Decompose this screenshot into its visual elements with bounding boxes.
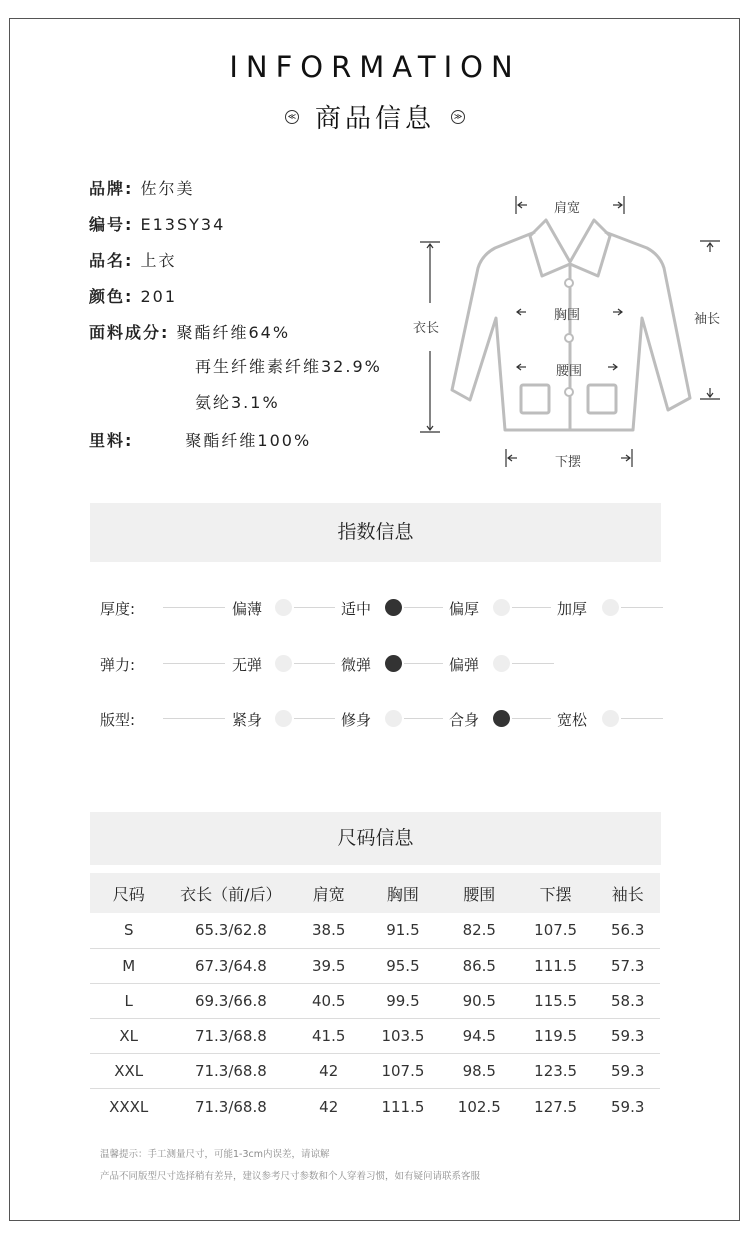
size-cell: 103.5 <box>363 1019 443 1054</box>
index-dot-selected <box>385 655 402 672</box>
size-cell: 69.3/66.8 <box>167 983 294 1018</box>
chest-label: 胸围 <box>554 308 581 323</box>
title-chinese-text: 商品信息 <box>314 104 435 134</box>
index-dot <box>493 599 510 616</box>
table-row <box>90 1089 660 1124</box>
hem-label: 下摆 <box>555 455 582 470</box>
index-connector-line <box>512 718 551 719</box>
size-table-header <box>90 873 660 913</box>
index-option-label: 偏厚 <box>449 600 480 618</box>
size-table <box>90 873 660 1124</box>
size-cell: 115.5 <box>516 983 596 1018</box>
fabric-value-1: 聚酯纤维64% <box>176 323 291 342</box>
index-dot <box>275 655 292 672</box>
index-dot-selected <box>385 599 402 616</box>
index-dot <box>602 599 619 616</box>
fabric-label: 面料成分: <box>89 323 170 342</box>
size-cell: 65.3/62.8 <box>167 913 294 948</box>
size-cell: 127.5 <box>534 1097 578 1116</box>
index-row-label: 厚度: <box>100 600 136 618</box>
size-cell: 119.5 <box>516 1019 596 1054</box>
index-option-label: 适中 <box>341 600 372 618</box>
size-cell: 71.3/68.8 <box>194 1097 267 1116</box>
name-label: 品名: <box>89 251 134 270</box>
size-header-cell: 腰围 <box>443 873 516 913</box>
note-line-2: 产品不同版型尺寸选择稍有差异，建议参考尺寸参数和个人穿着习惯，如有疑问请联系客服 <box>100 1171 481 1182</box>
index-connector-line <box>163 718 225 719</box>
index-option-label: 微弹 <box>341 656 372 674</box>
sleeve-label: 袖长 <box>694 312 721 327</box>
size-cell: 71.3/68.8 <box>167 1019 294 1054</box>
chevron-right-icon: ≫ <box>451 110 465 124</box>
index-option-label: 宽松 <box>557 711 588 729</box>
size-cell: 41.5 <box>294 1019 363 1054</box>
table-row <box>90 948 660 983</box>
size-header-cell: 肩宽 <box>294 873 363 913</box>
index-connector-line <box>294 718 335 719</box>
table-row <box>90 983 660 1018</box>
size-cell: XXL <box>90 1054 167 1089</box>
note-line-1: 温馨提示：手工测量尺寸，可能1-3cm内误差，请谅解 <box>100 1149 330 1160</box>
index-dot-selected <box>493 710 510 727</box>
size-header-cell: 尺码 <box>90 873 167 913</box>
size-cell: S <box>90 913 167 948</box>
index-dot <box>602 710 619 727</box>
name-value: 上衣 <box>140 251 177 270</box>
size-cell: 59.3 <box>611 1097 645 1116</box>
index-row-label: 版型: <box>100 711 136 729</box>
lining-value: 聚酯纤维100% <box>185 431 312 450</box>
size-cell: 40.5 <box>294 983 363 1018</box>
table-row <box>90 1054 660 1089</box>
index-connector-line <box>621 718 663 719</box>
index-connector-line <box>294 663 335 664</box>
fabric-value-3: 氨纶3.1% <box>195 393 280 412</box>
index-connector-line <box>294 607 335 608</box>
index-row-label: 弹力: <box>100 656 136 674</box>
size-cell: 86.5 <box>443 948 516 983</box>
size-header-cell: 下摆 <box>516 873 596 913</box>
table-row <box>90 913 660 948</box>
index-dot <box>493 655 510 672</box>
chevron-left-icon: ≪ <box>285 110 299 124</box>
index-connector-line <box>512 607 551 608</box>
size-cell: 111.5 <box>516 948 596 983</box>
index-connector-line <box>404 607 443 608</box>
size-cell: 71.3/68.8 <box>167 1054 294 1089</box>
index-option-label: 修身 <box>341 711 372 729</box>
lining-label: 里料: <box>89 431 134 450</box>
size-cell: 94.5 <box>443 1019 516 1054</box>
index-connector-line <box>512 663 554 664</box>
brand-label: 品牌: <box>89 179 134 198</box>
size-cell: 99.5 <box>363 983 443 1018</box>
size-cell: 111.5 <box>381 1097 425 1116</box>
size-section-title: 尺码信息 <box>90 812 661 865</box>
index-connector-line <box>621 607 663 608</box>
size-header-cell: 衣长（前/后） <box>167 873 294 913</box>
index-connector-line <box>404 718 443 719</box>
title-english: INFORMATION <box>229 50 521 84</box>
table-row <box>90 1019 660 1054</box>
index-dot <box>385 710 402 727</box>
index-option-label: 无弹 <box>232 656 263 674</box>
index-option-label: 偏薄 <box>232 600 263 618</box>
brand-value: 佐尔美 <box>140 179 195 198</box>
index-dot <box>275 599 292 616</box>
code-value: E13SY34 <box>140 215 226 234</box>
size-cell: 82.5 <box>443 913 516 948</box>
garment-diagram <box>0 0 750 500</box>
size-cell: 39.5 <box>294 948 363 983</box>
size-cell: M <box>90 948 167 983</box>
size-cell: 107.5 <box>363 1054 443 1089</box>
fabric-value-2: 再生纤维素纤维32.9% <box>195 357 382 376</box>
size-cell: 98.5 <box>443 1054 516 1089</box>
size-cell: L <box>90 983 167 1018</box>
size-cell: 91.5 <box>363 913 443 948</box>
size-cell: 59.3 <box>595 1019 660 1054</box>
size-cell: 107.5 <box>516 913 596 948</box>
length-label: 衣长 <box>413 321 440 336</box>
size-cell: 59.3 <box>595 1054 660 1089</box>
index-option-label: 偏弹 <box>449 656 480 674</box>
size-cell: 38.5 <box>294 913 363 948</box>
index-section-title: 指数信息 <box>90 503 661 562</box>
size-cell: 42 <box>294 1054 363 1089</box>
size-cell: 123.5 <box>516 1054 596 1089</box>
index-connector-line <box>404 663 443 664</box>
size-cell: 42 <box>319 1097 339 1116</box>
code-label: 编号: <box>89 215 134 234</box>
size-cell: XL <box>90 1019 167 1054</box>
index-connector-line <box>163 663 225 664</box>
index-option-label: 紧身 <box>232 711 263 729</box>
size-cell: 57.3 <box>595 948 660 983</box>
size-cell: 67.3/64.8 <box>167 948 294 983</box>
index-option-label: 加厚 <box>557 600 588 618</box>
size-cell: 58.3 <box>595 983 660 1018</box>
size-cell: 90.5 <box>443 983 516 1018</box>
shoulder-label: 肩宽 <box>554 201 581 216</box>
size-cell: 102.5 <box>457 1097 501 1116</box>
color-label: 颜色: <box>89 287 134 306</box>
size-cell: 95.5 <box>363 948 443 983</box>
waist-label: 腰围 <box>556 364 583 379</box>
index-option-label: 合身 <box>449 711 480 729</box>
size-header-cell: 袖长 <box>595 873 660 913</box>
index-dot <box>275 710 292 727</box>
size-cell: 56.3 <box>595 913 660 948</box>
index-connector-line <box>163 607 225 608</box>
size-cell: XXXL <box>109 1097 149 1116</box>
size-header-cell: 胸围 <box>363 873 443 913</box>
color-value: 201 <box>140 287 178 306</box>
